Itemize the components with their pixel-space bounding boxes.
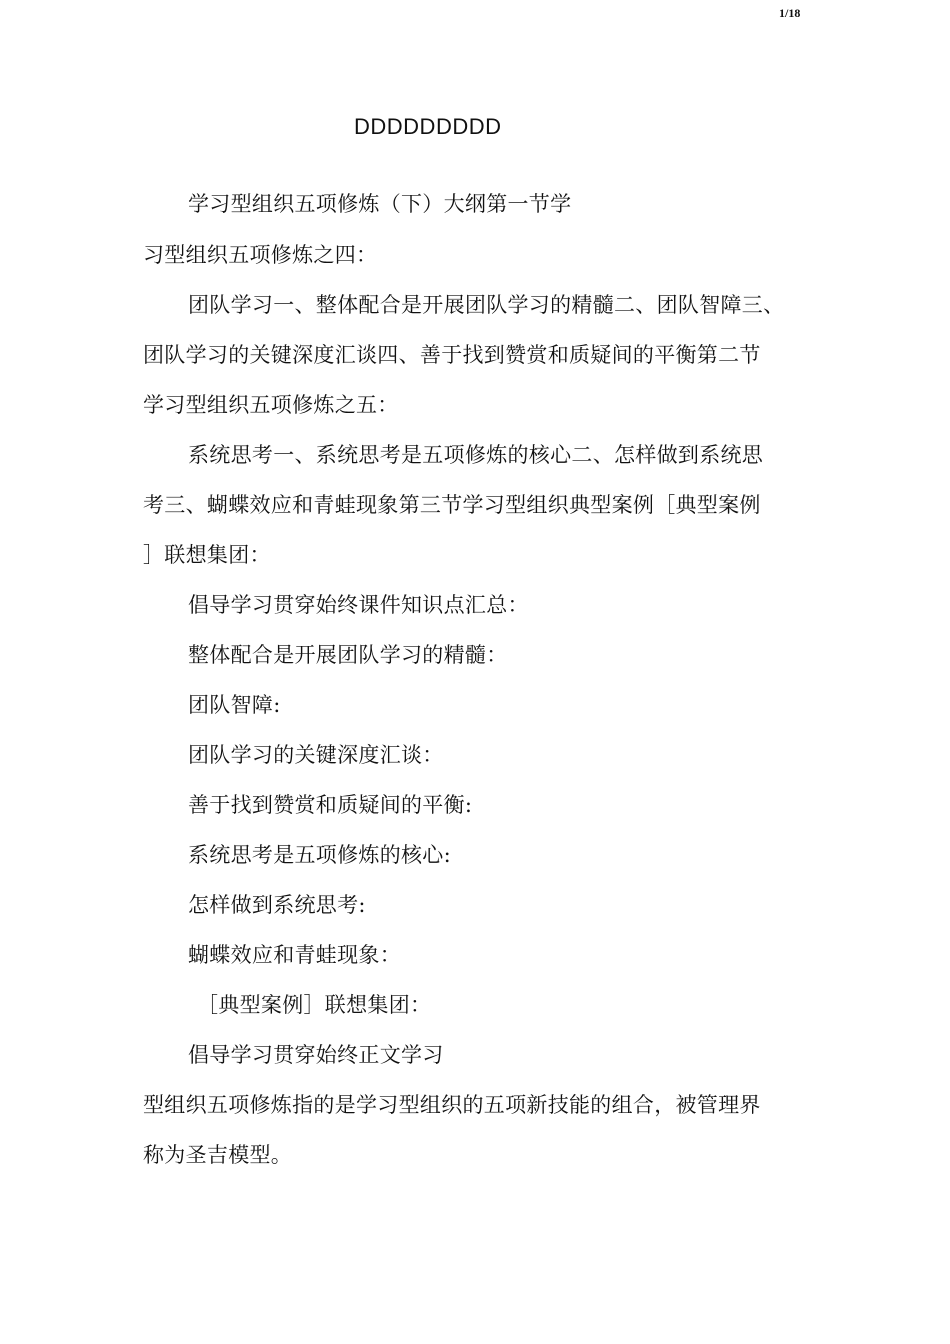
body-line: 团队学习一、整体配合是开展团队学习的精髓二、团队智障三、 xyxy=(188,293,785,317)
body-line: 系统思考一、系统思考是五项修炼的核心二、怎样做到系统思 xyxy=(188,443,764,467)
body-line: 倡导学习贯穿始终课件知识点汇总： xyxy=(188,593,529,617)
body-line: 学习型组织五项修炼之五： xyxy=(143,393,399,417)
document-title: DDDDDDDDD xyxy=(354,114,502,139)
body-line: 团队学习的关键深度汇谈： xyxy=(188,743,444,767)
body-line: 系统思考是五项修炼的核心: xyxy=(188,843,451,867)
body-line: 型组织五项修炼指的是学习型组织的五项新技能的组合，被管理界 xyxy=(143,1093,761,1117)
body-line: ］联想集团： xyxy=(143,543,271,567)
body-line: 善于找到赞赏和质疑间的平衡: xyxy=(188,793,473,817)
body-line: 团队智障: xyxy=(188,693,281,717)
body-line: 蝴蝶效应和青蛙现象： xyxy=(188,943,401,967)
body-line: 整体配合是开展团队学习的精髓： xyxy=(188,643,508,667)
body-line: 倡导学习贯穿始终正文学习 xyxy=(188,1043,444,1067)
body-line: ［典型案例］联想集团： xyxy=(197,993,432,1017)
body-line: 团队学习的关键深度汇谈四、善于找到赞赏和质疑间的平衡第二节 xyxy=(143,343,761,367)
body-line: 学习型组织五项修炼（下）大纲第一节学 xyxy=(188,192,572,216)
body-line: 考三、蝴蝶效应和青蛙现象第三节学习型组织典型案例［典型案例 xyxy=(143,493,761,517)
page-number: 1/18 xyxy=(779,6,801,20)
body-line: 习型组织五项修炼之四： xyxy=(143,243,378,267)
body-line: 称为圣吉模型。 xyxy=(143,1143,293,1167)
body-line: 怎样做到系统思考: xyxy=(188,893,366,917)
